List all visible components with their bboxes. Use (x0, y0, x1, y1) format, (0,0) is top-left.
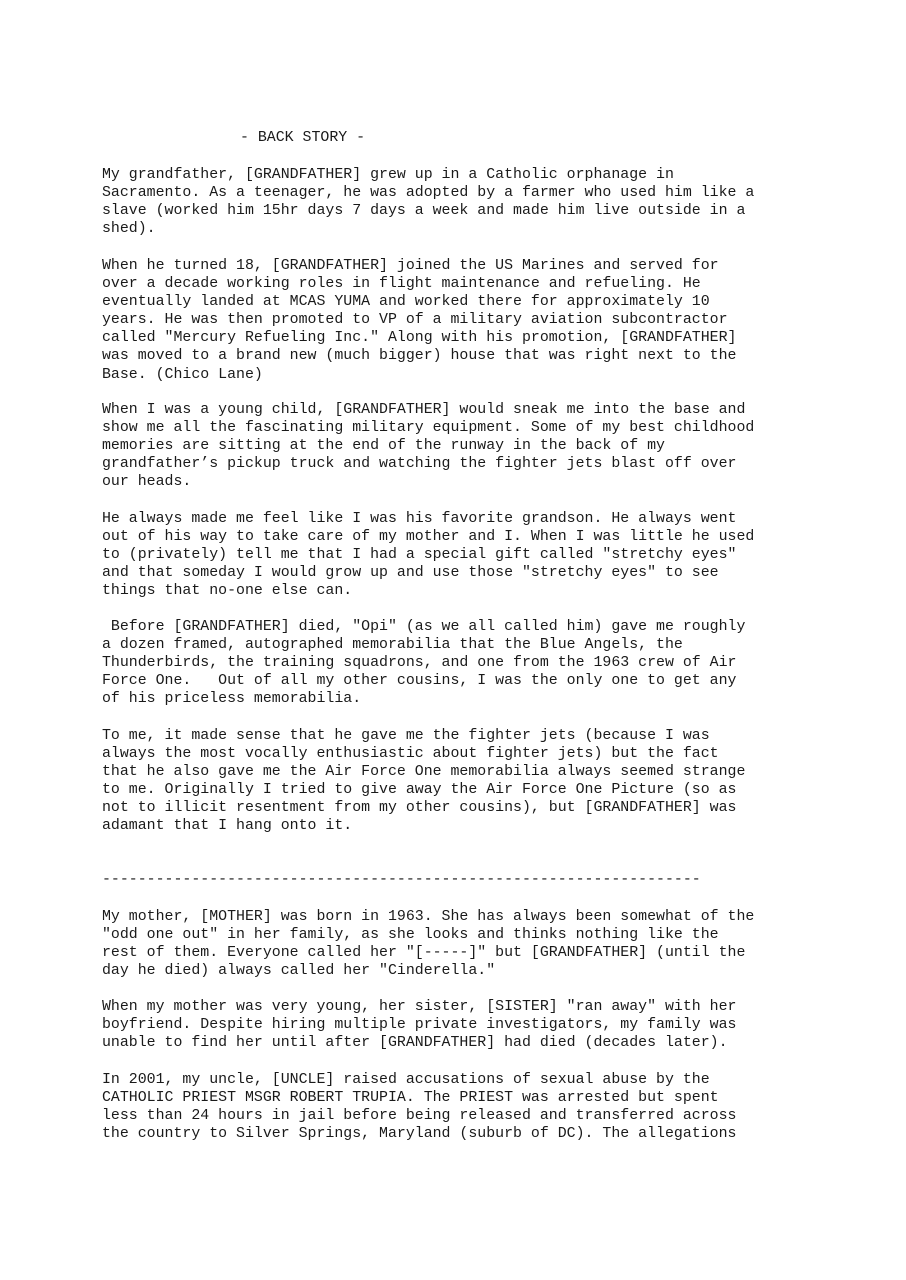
paragraph-uncle: In 2001, my uncle, [UNCLE] raised accusations of sexual abuse by the CATHOLIC PRIEST MSGR ROBERT TRUPIA. The PRIEST was arrested but spent less than 24 hours in jail before being released and transferred across the country to Silver Springs, Maryland (suburb of DC). The allegations (102, 1072, 737, 1143)
paragraph-orphanage: My grandfather, [GRANDFATHER] grew up in a Catholic orphanage in Sacramento. As a teenager, he was adopted by a farmer who used him like a slave (worked him 15hr days 7 days a week and made him live outside in a shed). (102, 167, 755, 238)
paragraph-base-memories: When I was a young child, [GRANDFATHER] would sneak me into the base and show me all the fascinating military equipment. Some of my best childhood memories are sitting at the end of the runway in the back of my grandfather’s pickup truck and watching the fighter jets blast off over our heads. (102, 402, 755, 491)
paragraph-sister: When my mother was very young, her sister, [SISTER] "ran away" with her boyfriend. Despite hiring multiple private investigators, my family was unable to find her until after [GRANDFATHER] had died (decades later). (102, 999, 737, 1052)
paragraph-favorite-grandson: He always made me feel like I was his favorite grandson. He always went out of his way to take care of my mother and I. When I was little he used to (privately) tell me that I had a special gift called "stretchy eyes" and that someday I would grow up and use those "stretchy eyes" to see things that no-one else can. (102, 511, 755, 600)
paragraph-marines: When he turned 18, [GRANDFATHER] joined the US Marines and served for over a decade working roles in flight maintenance and refueling. He eventually landed at MCAS YUMA and worked there for approximately 10 years. He was then promoted to VP of a military aviation subcontractor called "Mercury Refueling Inc." Along with his promotion, [GRANDFATHER] was moved to a brand new (much bigger) house that was right next to the Base. (Chico Lane) (102, 258, 737, 383)
paragraph-memorabilia: Before [GRANDFATHER] died, "Opi" (as we all called him) gave me roughly a dozen framed, autographed memorabilia that the Blue Angels, the Thunderbirds, the training squadrons, and one from the 1963 crew of Air Force One. Out of all my other cousins, I was the only one to get any of his priceless memorabilia. (102, 619, 746, 708)
section-divider: ------------------------------------------------------------------- (102, 872, 701, 888)
paragraph-mother: My mother, [MOTHER] was born in 1963. She has always been somewhat of the "odd one out" in her family, as she looks and thinks nothing like the rest of them. Everyone called her "[-----]" but [GRANDFATHER] (until the day he died) always called her "Cinderella." (102, 909, 755, 980)
paragraph-air-force-one: To me, it made sense that he gave me the fighter jets (because I was always the most vocally enthusiastic about fighter jets) but the fact that he also gave me the Air Force One memorabilia always seemed strange to me. Originally I tried to give away the Air Force One Picture (so as not to illicit resentment from my other cousins), but [GRANDFATHER] was adamant that I hang onto it. (102, 728, 746, 835)
section-heading: - BACK STORY - (240, 130, 366, 146)
